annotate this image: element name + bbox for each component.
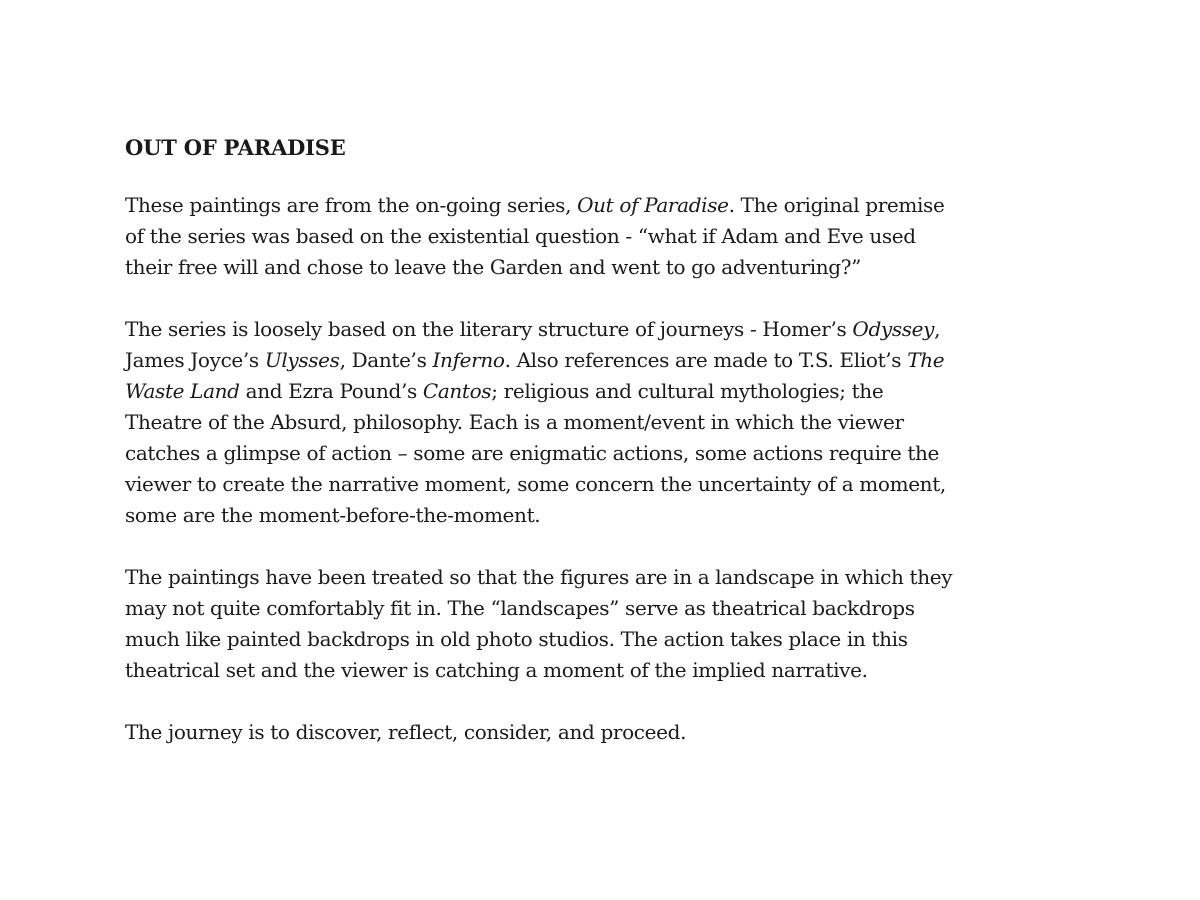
text-run: The paintings have been treated so that the figures are in a landscape in which they [125,565,953,589]
paragraph-line [125,407,1085,438]
text-run: some are the moment-before-the-moment. [125,503,541,527]
italic-title-text: Out of Paradise [577,193,729,217]
paragraph-line [125,190,1085,221]
paragraph-line [125,438,1085,469]
text-run: The journey is to discover, reflect, consider, and proceed. [125,720,687,744]
text-run: their free will and chose to leave the Garden and went to go adventuring?” [125,255,861,279]
paragraph-line [125,562,1085,593]
italic-title-text: Odyssey [852,317,935,341]
italic-title-text: The [907,348,945,372]
text-run: These paintings are from the on-going series, [125,193,578,217]
paragraph-line [125,221,1085,252]
paragraph-line [125,717,1085,748]
document-title: OUT OF PARADISE [125,135,346,160]
document-body [125,132,1085,779]
italic-title-text: Waste Land [125,379,240,403]
paragraph-line [125,314,1085,345]
text-run: . Also references are made to T.S. Eliot’s [504,348,908,372]
paragraph [125,314,1085,531]
paragraph [125,190,1085,283]
text-run: ; religious and cultural mythologies; the [491,379,884,403]
text-run: Theatre of the Absurd, philosophy. Each is a moment/event in which the viewer [125,410,904,434]
paragraph-line [125,624,1085,655]
paragraph-line [125,500,1085,531]
italic-title-text: Ulysses [264,348,340,372]
text-run: , Dante’s [339,348,433,372]
paragraph-line [125,593,1085,624]
text-run: viewer to create the narrative moment, some concern the uncertainty of a moment, [125,472,946,496]
text-run: . The original premise [728,193,945,217]
text-run: James Joyce’s [125,348,265,372]
paragraph-list [125,190,1085,748]
text-run: of the series was based on the existential question - “what if Adam and Eve used [125,224,916,248]
paragraph-line [125,345,1085,376]
paragraph [125,562,1085,686]
text-run: may not quite comfortably fit in. The “landscapes” serve as theatrical backdrops [125,596,915,620]
paragraph-line [125,655,1085,686]
text-run: much like painted backdrops in old photo studios. The action takes place in this [125,627,908,651]
text-run: and Ezra Pound’s [239,379,423,403]
italic-title-text: Inferno [432,348,505,372]
paragraph-line [125,252,1085,283]
paragraph [125,717,1085,748]
paragraph-line [125,376,1085,407]
text-run: theatrical set and the viewer is catching a moment of the implied narrative. [125,658,868,682]
text-run: catches a glimpse of action – some are enigmatic actions, some actions require the [125,441,940,465]
paragraph-line [125,469,1085,500]
text-run: , [934,317,941,341]
italic-title-text: Cantos [422,379,492,403]
text-run: The series is loosely based on the literary structure of journeys - Homer’s [125,317,853,341]
